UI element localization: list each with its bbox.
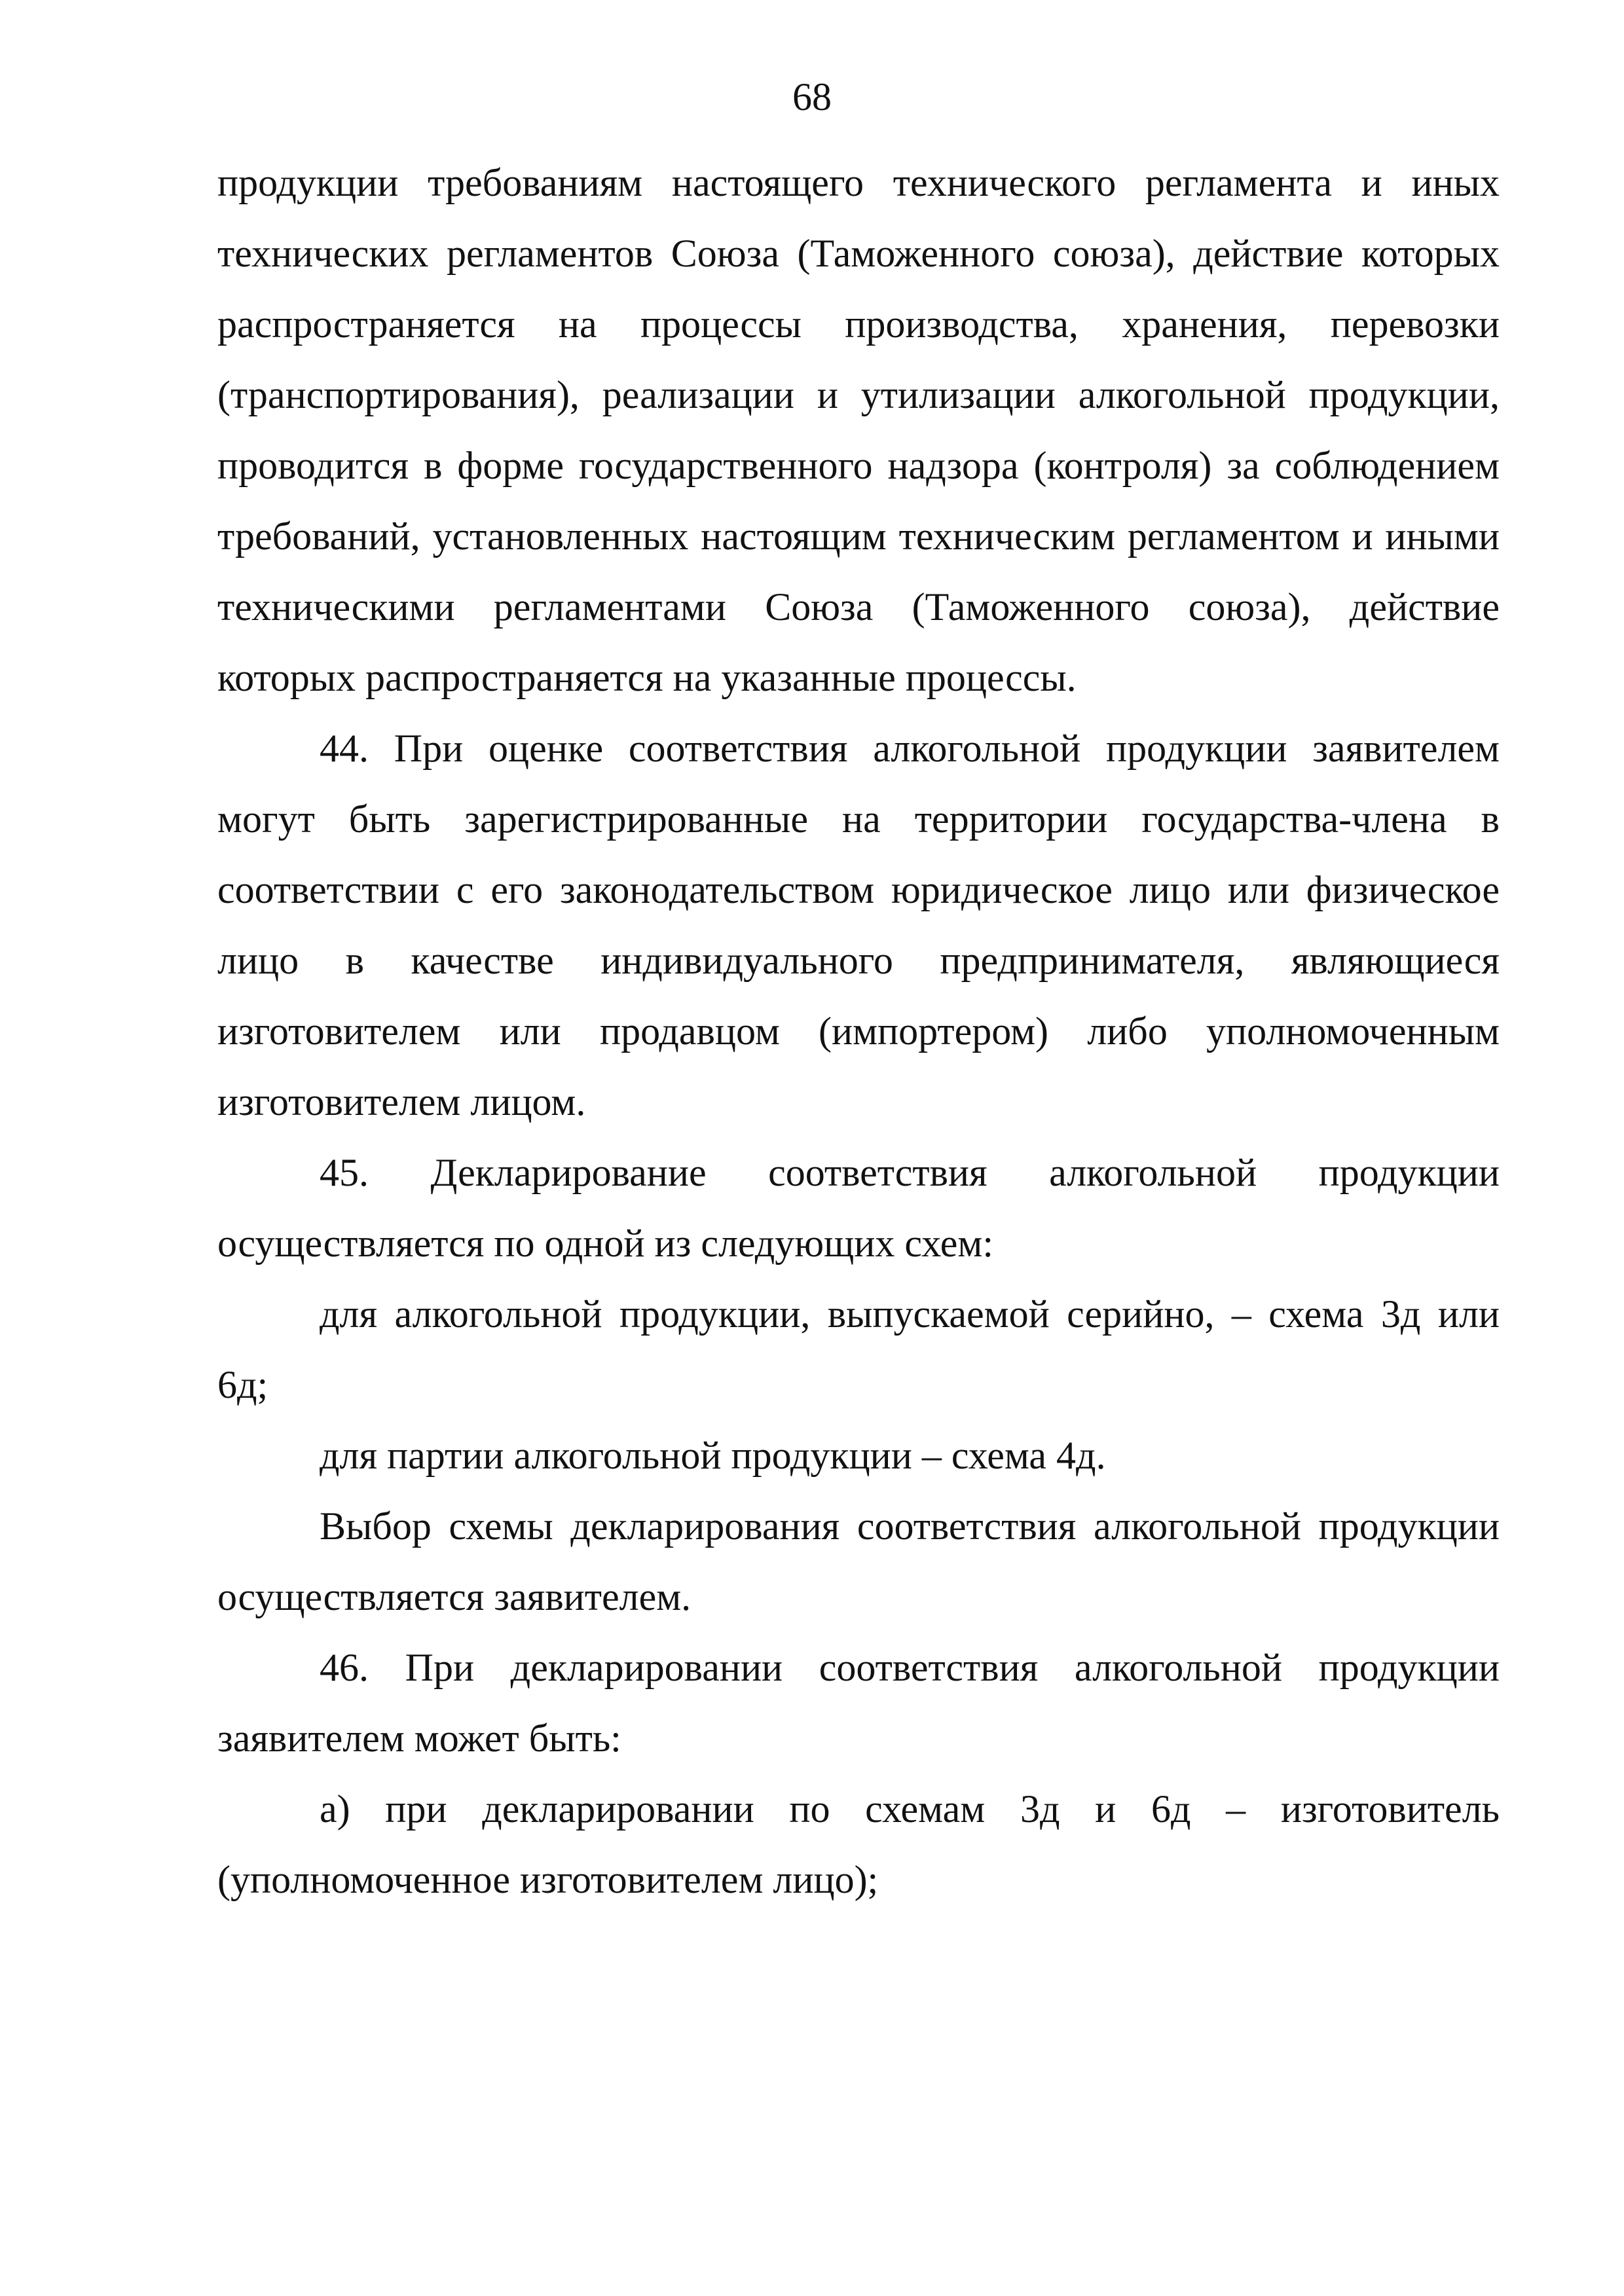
page-number: 68 [792,75,832,118]
paragraph-45-batch-scheme: для партии алкогольной продукции – схема 4д. [320,1434,1106,1477]
paragraph-45-serial-scheme: для алкогольной продукции, выпускаемой серийно, – схема 3д или 6д; [217,1292,1500,1406]
document-body [217,147,1500,1915]
paragraph-45-scheme-choice: Выбор схемы декларирования соответствия алкогольной продукции осуществляется заявителем. [217,1504,1500,1618]
paragraph-44: 44. При оценке соответствия алкогольной продукции заявителем могут быть зарегистрированные на территории государства-члена в соответствии с его законодательством юридическое лицо или физическое лицо в качестве индивидуального предпринимателя, являющиеся изготовителем или продавцом (импортером) либо уполномоченным изготовителем лицом. [217,727,1500,1123]
paragraph-46: 46. При декларировании соответствия алкогольной продукции заявителем может быть: [217,1646,1500,1760]
paragraph-continuation: продукции требованиям настоящего технического регламента и иных технических регламентов Союза (Таможенного союза), действие которых распространяется на процессы производства, хранения, перевозки (транспортирования), реализации и утилизации алкогольной продукции, проводится в форме государственного надзора (контроля) за соблюдением требований, установленных настоящим техническим регламентом и иными техническими регламентами Союза (Таможенного союза), действие которых распространяется на указанные процессы. [217,161,1500,699]
paragraph-45: 45. Декларирование соответствия алкогольной продукции осуществляется по одной из следующих схем: [217,1151,1500,1265]
paragraph-46-item-a: а) при декларировании по схемам 3д и 6д – изготовитель (уполномоченное изготовителем лицо); [217,1787,1500,1901]
